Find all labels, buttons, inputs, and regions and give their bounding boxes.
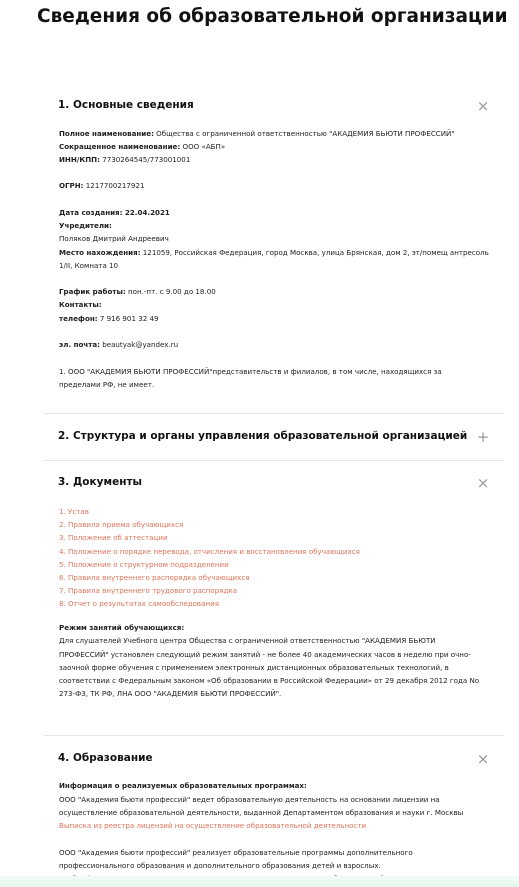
document-link[interactable]: 1. Устав [59, 507, 89, 516]
study-mode-line: ПРОФЕССИЙ" установлен следующий режим занятий - не более 40 академических часов в неделю при очно- [59, 650, 471, 659]
location-label: Место нахождения: [59, 248, 141, 257]
contacts-label: Контакты: [59, 300, 102, 309]
short-name-value: ООО «АБП» [182, 142, 226, 151]
created-row [59, 208, 170, 218]
email-row [59, 340, 178, 350]
schedule-label: График работы: [59, 287, 126, 296]
location-row [59, 248, 489, 258]
section-education-title[interactable]: 4. Образование [58, 752, 153, 764]
study-mode-line: Для слушателей Учебного центра Общества с ограниченной ответственностью "АКАДЕМИЯ БЬЮТИ [59, 636, 436, 645]
education-text: ООО "Академия бьюти профессий" реализует образовательные программы дополнительного [59, 848, 413, 857]
phone-value: 7 916 901 32 49 [99, 314, 159, 323]
email-link[interactable]: beautyak@yandex.ru [102, 340, 179, 349]
study-mode-label: Режим занятий обучающихся: [59, 623, 185, 632]
created-label: Дата создания: [59, 208, 123, 217]
document-link[interactable]: 7. Правила внутреннего трудового распорядка [59, 586, 238, 596]
bottom-bar [0, 876, 519, 887]
study-mode-line: заочной форме обучения с применением электронных дистанционных образовательных технологий, в [59, 663, 449, 672]
document-link[interactable]: 2. Правила приема обучающихся [59, 520, 184, 530]
email-label: эл. почта: [59, 340, 100, 349]
plus-icon[interactable]: + [476, 428, 490, 446]
section-documents-title[interactable]: 3. Документы [58, 476, 143, 488]
inn-value: 7730264545/773001001 [102, 155, 191, 164]
education-text: ООО "Академия бьюти профессий" ведет образовательную деятельность на основании лицензии на [59, 795, 440, 804]
schedule-row [59, 287, 216, 297]
short-name-row [59, 142, 225, 152]
ogrn-value: 1217700217921 [85, 181, 145, 190]
short-name-label: Сокращенное наименование: [59, 142, 181, 151]
ogrn-label: ОГРН: [59, 181, 84, 190]
document-link[interactable]: 6. Правила внутреннего распорядка обучающихся [59, 573, 250, 583]
phone-row [59, 314, 159, 324]
section-basic-title[interactable]: 1. Основные сведения [58, 99, 194, 111]
location-line-2: 1/II, Комната 10 [59, 261, 119, 270]
note-line-2: пределами РФ, не имеет. [59, 380, 155, 389]
full-name-label: Полное наименование: [59, 129, 154, 138]
full-name-value: Общества с ограниченной ответственностью "АКАДЕМИЯ БЬЮТИ ПРОФЕССИЙ" [156, 129, 455, 138]
documents-list [59, 505, 360, 611]
programs-info-label: Информация о реализуемых образовательных программах: [59, 781, 307, 790]
close-icon[interactable]: × [476, 750, 490, 768]
close-icon[interactable]: × [476, 474, 490, 492]
document-link[interactable]: 8. Отчет о результатах самообследования [59, 599, 219, 609]
section-divider [44, 460, 504, 461]
document-link[interactable]: 4. Положение о порядке перевода, отчисления и восстановления обучающихся [59, 546, 360, 556]
study-mode-line: 273-ФЗ, ТК РФ, ЛНА ООО "АКАДЕМИЯ БЬЮТИ ПРОФЕССИЙ". [59, 689, 282, 698]
education-text: осуществление образовательной деятельности, выданной Департаментом образования и науки г. Москвы [59, 808, 464, 817]
note-line-1: 1. ООО "АКАДЕМИЯ БЬЮТИ ПРОФЕССИЙ"представительств и филиалов, в том числе, находящихся за [59, 367, 442, 376]
founder-name: Поляков Дмитрий Андреевич [59, 234, 169, 243]
inn-label: ИНН/КПП: [59, 155, 100, 164]
page-title: Сведения об образовательной организации [37, 6, 508, 27]
founders-label: Учредители: [59, 221, 112, 230]
section-structure-title[interactable]: 2. Структура и органы управления образовательной организацией [58, 430, 468, 442]
license-extract-link[interactable]: Выписка из реестра лицензий на осуществление образовательной деятельности [59, 821, 367, 830]
created-value: 22.04.2021 [124, 208, 170, 217]
document-link[interactable]: 5. Положение о структурном подразделении [59, 559, 229, 569]
schedule-value: пон.-пт. с 9.00 до 18.00 [128, 287, 216, 296]
section-divider [44, 413, 504, 414]
education-text: профессионального образования и дополнительного образования детей и взрослых. [59, 861, 381, 870]
section-divider [44, 735, 504, 736]
close-icon[interactable]: × [476, 97, 490, 115]
location-value: 121059, Российская Федерация, город Москва, улица Брянская, дом 2, эт/помещ антресоль [142, 248, 489, 257]
ogrn-row [59, 181, 144, 191]
full-name-row [59, 129, 455, 139]
document-link[interactable]: 3. Положение об аттестации [59, 533, 168, 543]
phone-label: телефон: [59, 314, 98, 323]
inn-row [59, 155, 190, 165]
study-mode-line: соответствии с Федеральным законом «Об образовании в Российской Федерации» от 29 декабря 2012 года No [59, 676, 480, 685]
